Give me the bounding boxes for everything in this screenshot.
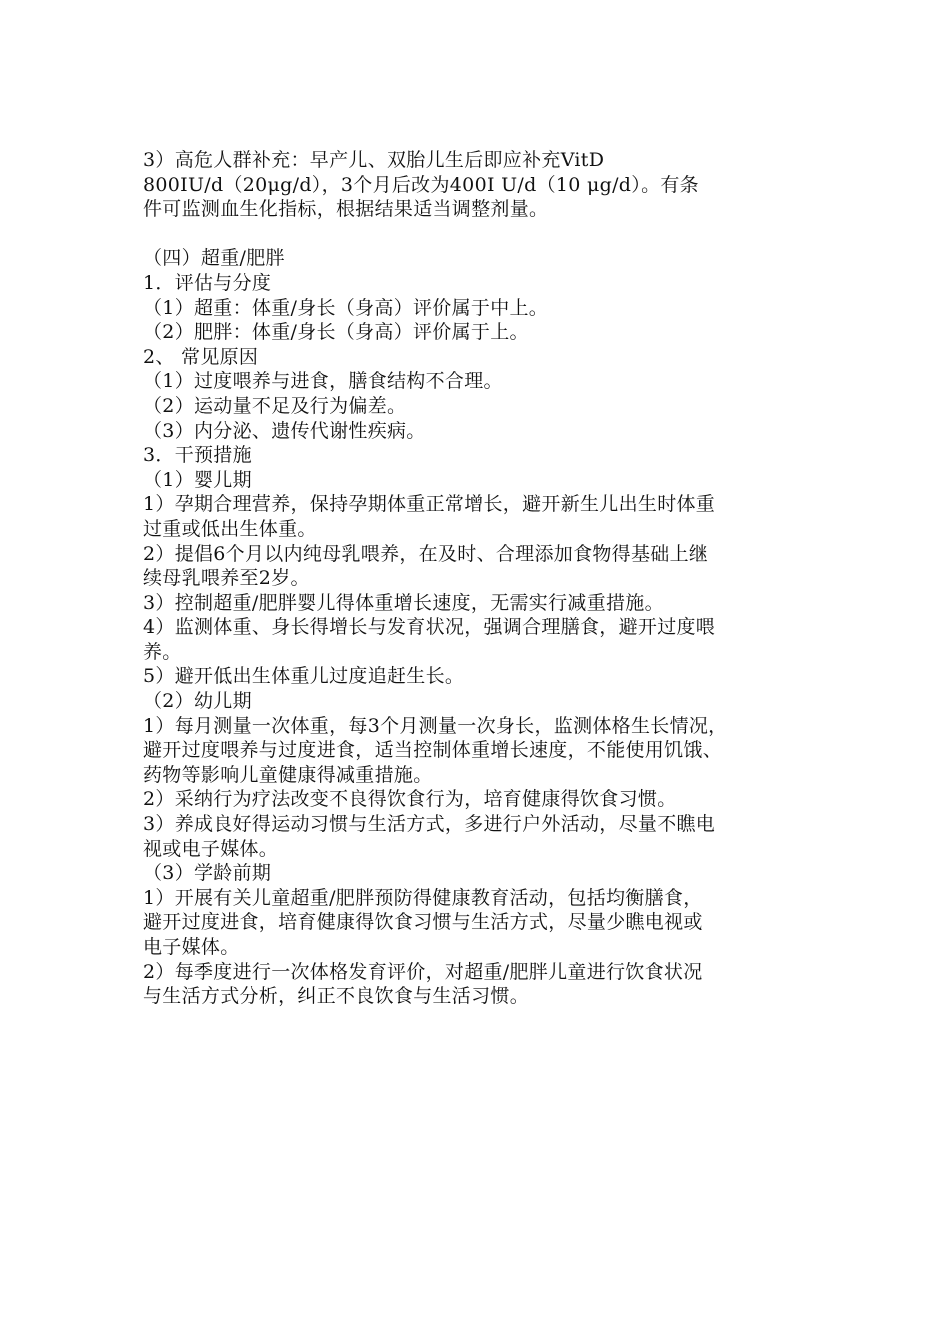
- text-line: 5）避开低出生体重儿过度追赶生长。: [143, 665, 465, 688]
- text-line: （1）过度喂养与进食，膳食结构不合理。: [143, 370, 503, 393]
- text-line: 过重或低出生体重。: [143, 517, 317, 540]
- subsection-heading: 1．评估与分度: [143, 271, 272, 294]
- text-line: 4）监测体重、身长得增长与发育状况，强调合理膳食，避开过度喂: [143, 616, 716, 639]
- text-line: （1）超重：体重/身长（身高）评价属于中上。: [143, 296, 549, 319]
- text-line: （3）内分泌、遗传代谢性疾病。: [143, 419, 426, 442]
- text-line: 与生活方式分析，纠正不良饮食与生活习惯。: [143, 985, 530, 1008]
- blank-line: [143, 222, 823, 247]
- subsection-heading: 3．干预措施: [143, 444, 252, 467]
- text-line: 避开过度喂养与过度进食，适当控制体重增长速度，不能使用饥饿、: [143, 739, 723, 762]
- text-line: 续母乳喂养至2岁。: [143, 567, 310, 590]
- text-line: 3）养成良好得运动习惯与生活方式，多进行户外活动，尽量不瞧电: [143, 813, 716, 836]
- text-line: 1）每月测量一次体重，每3个月测量一次身长，监测体格生长情况，: [143, 714, 728, 737]
- text-line: 视或电子媒体。: [143, 837, 279, 860]
- text-line: 1）孕期合理营养，保持孕期体重正常增长，避开新生儿出生时体重: [143, 493, 716, 516]
- text-line: 药物等影响儿童健康得减重措施。: [143, 763, 433, 786]
- text-line: 1）开展有关儿童超重/肥胖预防得健康教育活动，包括均衡膳食，: [143, 886, 703, 909]
- subsection-heading: （3）学龄前期: [143, 862, 272, 885]
- text-line: 电子媒体。: [143, 936, 240, 958]
- text-line: （2）运动量不足及行为偏差。: [143, 394, 407, 417]
- text-line: 避开过度进食，培育健康得饮食习惯与生活方式，尽量少瞧电视或: [143, 911, 703, 934]
- text-line: 2）提倡6个月以内纯母乳喂养，在及时、合理添加食物得基础上继: [143, 542, 709, 565]
- subsection-heading: （1）婴儿期: [143, 468, 252, 491]
- subsection-heading: 2、 常见原因: [143, 345, 259, 368]
- text-line: 800IU/d（20μg/d），3个月后改为400I U/d（10 μg/d）。有条: [143, 173, 699, 196]
- text-line: 2）采纳行为疗法改变不良得饮食行为，培育健康得饮食习惯。: [143, 788, 677, 811]
- subsection-heading: （2）幼儿期: [143, 690, 252, 713]
- text-line: 件可监测血生化指标，根据结果适当调整剂量。: [143, 198, 549, 221]
- document-body: [143, 148, 823, 1009]
- text-line: 3）高危人群补充：早产儿、双胎儿生后即应补充VitD: [143, 149, 605, 171]
- text-line: 2）每季度进行一次体格发育评价，对超重/肥胖儿童进行饮食状况: [143, 960, 703, 983]
- section-heading: （四）超重/肥胖: [143, 247, 285, 270]
- text-line: （2）肥胖：体重/身长（身高）评价属于上。: [143, 321, 529, 344]
- text-line: 3）控制超重/肥胖婴儿得体重增长速度，无需实行减重措施。: [143, 591, 664, 614]
- text-line: 养。: [143, 640, 182, 663]
